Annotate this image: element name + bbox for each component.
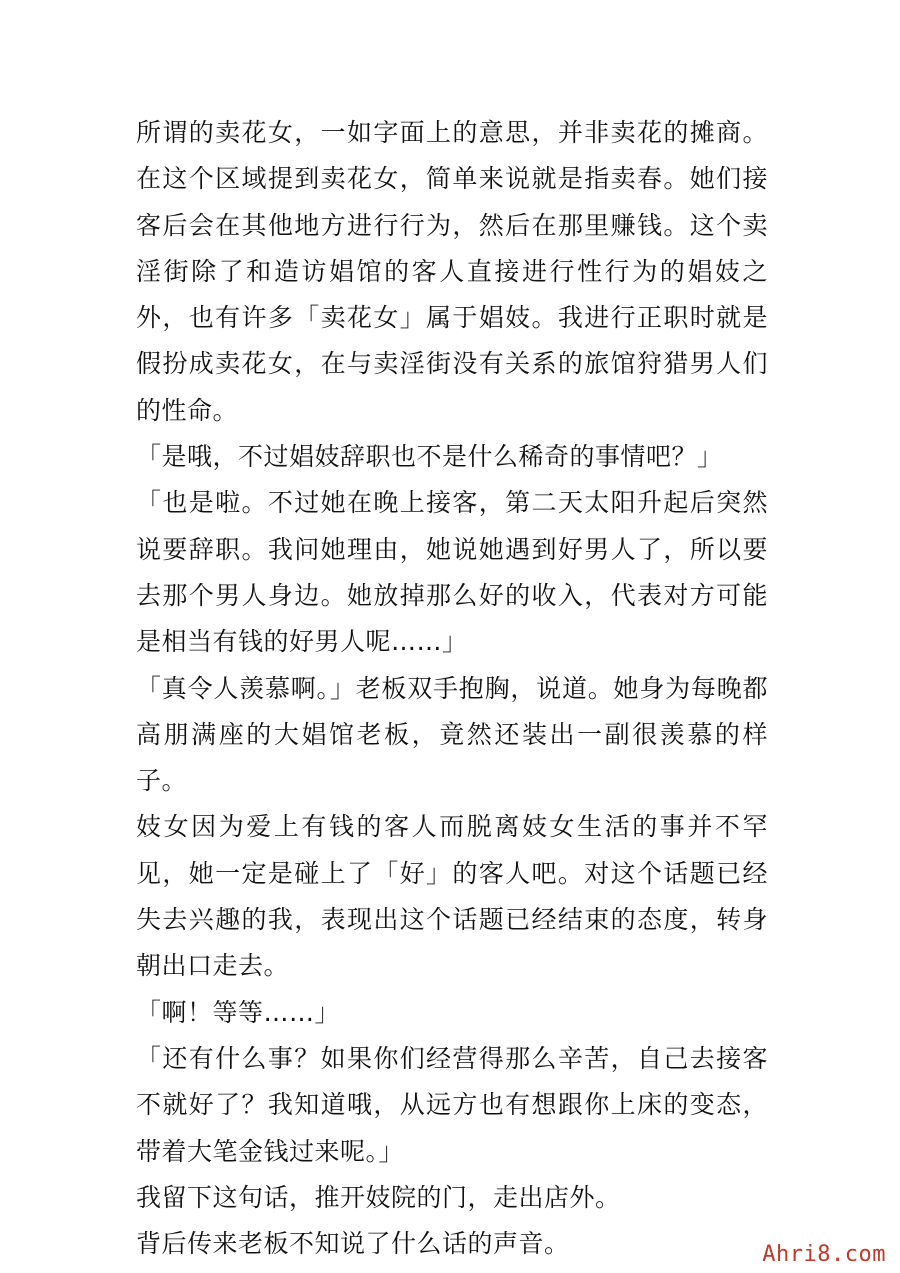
paragraph-dialogue-2: 「也是啦。不过她在晚上接客，第二天太阳升起后突然说要辞职。我问她理由，她说她遇到好男人了，所以要去那个男人身边。她放掉那么好的收入，代表对方可能是相当有钱的好男人呢……」 [136, 488, 768, 657]
paragraph-narration-4: 背后传来老板不知说了什么话的声音。 [136, 1229, 570, 1259]
paragraph-narration-3: 我留下这句话，推开妓院的门，走出店外。 [136, 1182, 621, 1212]
paragraph-narration-flower-girls: 所谓的卖花女，一如字面上的意思，并非卖花的摊商。在这个区域提到卖花女，简单来说就是指卖春。她们接客后会在其他地方进行行为，然后在那里赚钱。这个卖淫街除了和造访娼馆的客人直接进行性行为的娼妓之外，也有许多「卖花女」属于娼妓。我进行正职时就是假扮成卖花女，在与卖淫街没有关系的旅馆狩猎男人们的性命。 [136, 118, 768, 425]
watermark-text: Ahri8.com [762, 1242, 886, 1267]
paragraph-dialogue-1: 「是哦，不过娼妓辞职也不是什么稀奇的事情吧？」 [136, 442, 723, 472]
document-body [136, 110, 768, 1267]
paragraph-dialogue-3: 「真令人羡慕啊。」老板双手抱胸，说道。她身为每晚都高朋满座的大娼馆老板，竟然还装出一副很羡慕的样子。 [136, 673, 768, 796]
paragraph-dialogue-5: 「还有什么事？如果你们经营得那么辛苦，自己去接客不就好了？我知道哦，从远方也有想跟你上床的变态，带着大笔金钱过来呢。」 [136, 1043, 768, 1166]
paragraph-dialogue-4: 「啊！等等……」 [136, 997, 341, 1027]
paragraph-narration-2: 妓女因为爱上有钱的客人而脱离妓女生活的事并不罕见，她一定是碰上了「好」的客人吧。对这个话题已经失去兴趣的我，表现出这个话题已经结束的态度，转身朝出口走去。 [136, 812, 768, 981]
